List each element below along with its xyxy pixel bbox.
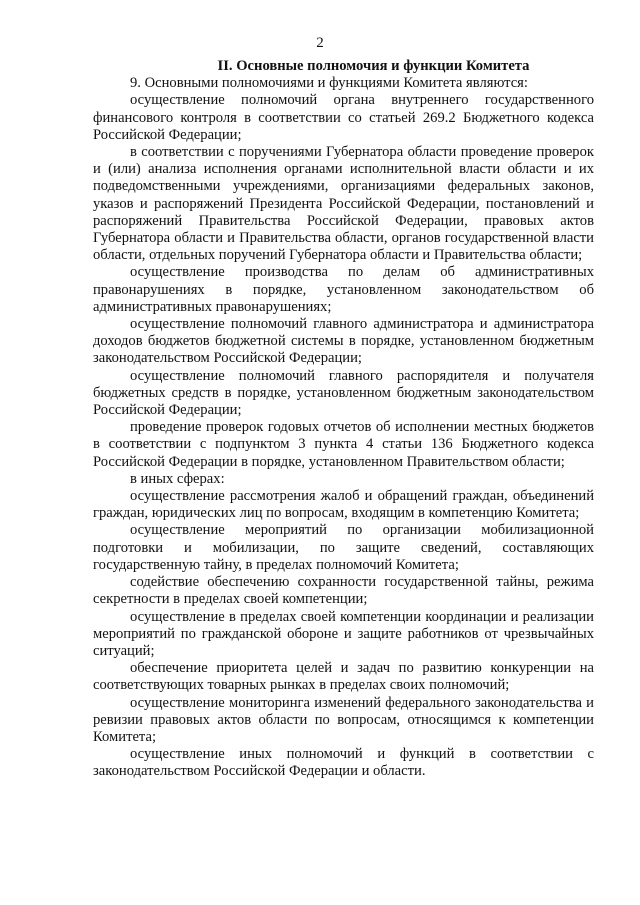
paragraph-other-areas: в иных сферах: (130, 470, 225, 487)
section-heading: II. Основные полномочия и функции Комитета (217, 58, 530, 74)
paragraph-budget-funds: осуществление полномочий главного распорядителя и получателя бюджетных средств в порядке, установленном бюджетным законодательством Российской Федерации; (93, 367, 594, 419)
paragraph-legislation-monitoring: осуществление мониторинга изменений федерального законодательства и ревизии правовых актов области по вопросам, относящимся к компетенции Комитета; (93, 694, 594, 745)
paragraph-civil-defense: осуществление в пределах своей компетенции координации и реализации мероприятий по гражданской обороне и защите работников от чрезвычайных ситуаций; (93, 608, 594, 659)
paragraph-annual-reports: проведение проверок годовых отчетов об исполнении местных бюджетов в соответствии с подпунктом 3 пункта 4 статьи 136 Бюджетного кодекса Российской Федерации в порядке, установленном Правительством области; (93, 419, 594, 470)
paragraph-intro: 9. Основными полномочиями и функциями Комитета являются: (130, 75, 528, 92)
paragraph-state-secret: содействие обеспечению сохранности государственной тайны, режима секретности в пределах своей компетенции; (93, 574, 594, 608)
paragraph-governor-instructions: в соответствии с поручениями Губернатора области проведение проверок и (или) анализа исполнения органами исполнительной власти области и их подведомственными учреждениями, организациями федеральных законов, указов и распоряжений Президента Российской Федерации, постановлений и распоряжений Правительства Российской Федерации, правовых актов Губернатора области и Правительства области, органов государственной власти области, отдельных поручений Губернатора области и Правительства области; (93, 144, 594, 264)
page-number: 2 (316, 35, 324, 51)
paragraph-competition: обеспечение приоритета целей и задач по развитию конкуренции на соответствующих товарных рынках в пределах своих полномочий; (93, 660, 594, 694)
paragraph-complaints: осуществление рассмотрения жалоб и обращений граждан, объединений граждан, юридических лиц по вопросам, входящим в компетенцию Комитета; (93, 488, 594, 522)
paragraph-other-powers: осуществление иных полномочий и функций в соответствии с законодательством Российской Федерации и области. (93, 746, 594, 780)
paragraph-financial-control: осуществление полномочий органа внутреннего государственного финансового контроля в соответствии со статьей 269.2 Бюджетного кодекса Российской Федерации; (93, 92, 594, 143)
paragraph-revenue-administrator: осуществление полномочий главного администратора и администратора доходов бюджетов бюджетной системы в порядке, установленном бюджетным законодательством Российской Федерации; (93, 316, 594, 367)
document-body (93, 58, 594, 781)
paragraph-mobilization: осуществление мероприятий по организации мобилизационной подготовки и мобилизации, по защите сведений, составляющих государственную тайну, в пределах полномочий Комитета; (93, 522, 594, 573)
paragraph-administrative-offenses: осуществление производства по делам об административных правонарушениях в порядке, установленном законодательством об административных правонарушениях; (93, 264, 594, 315)
